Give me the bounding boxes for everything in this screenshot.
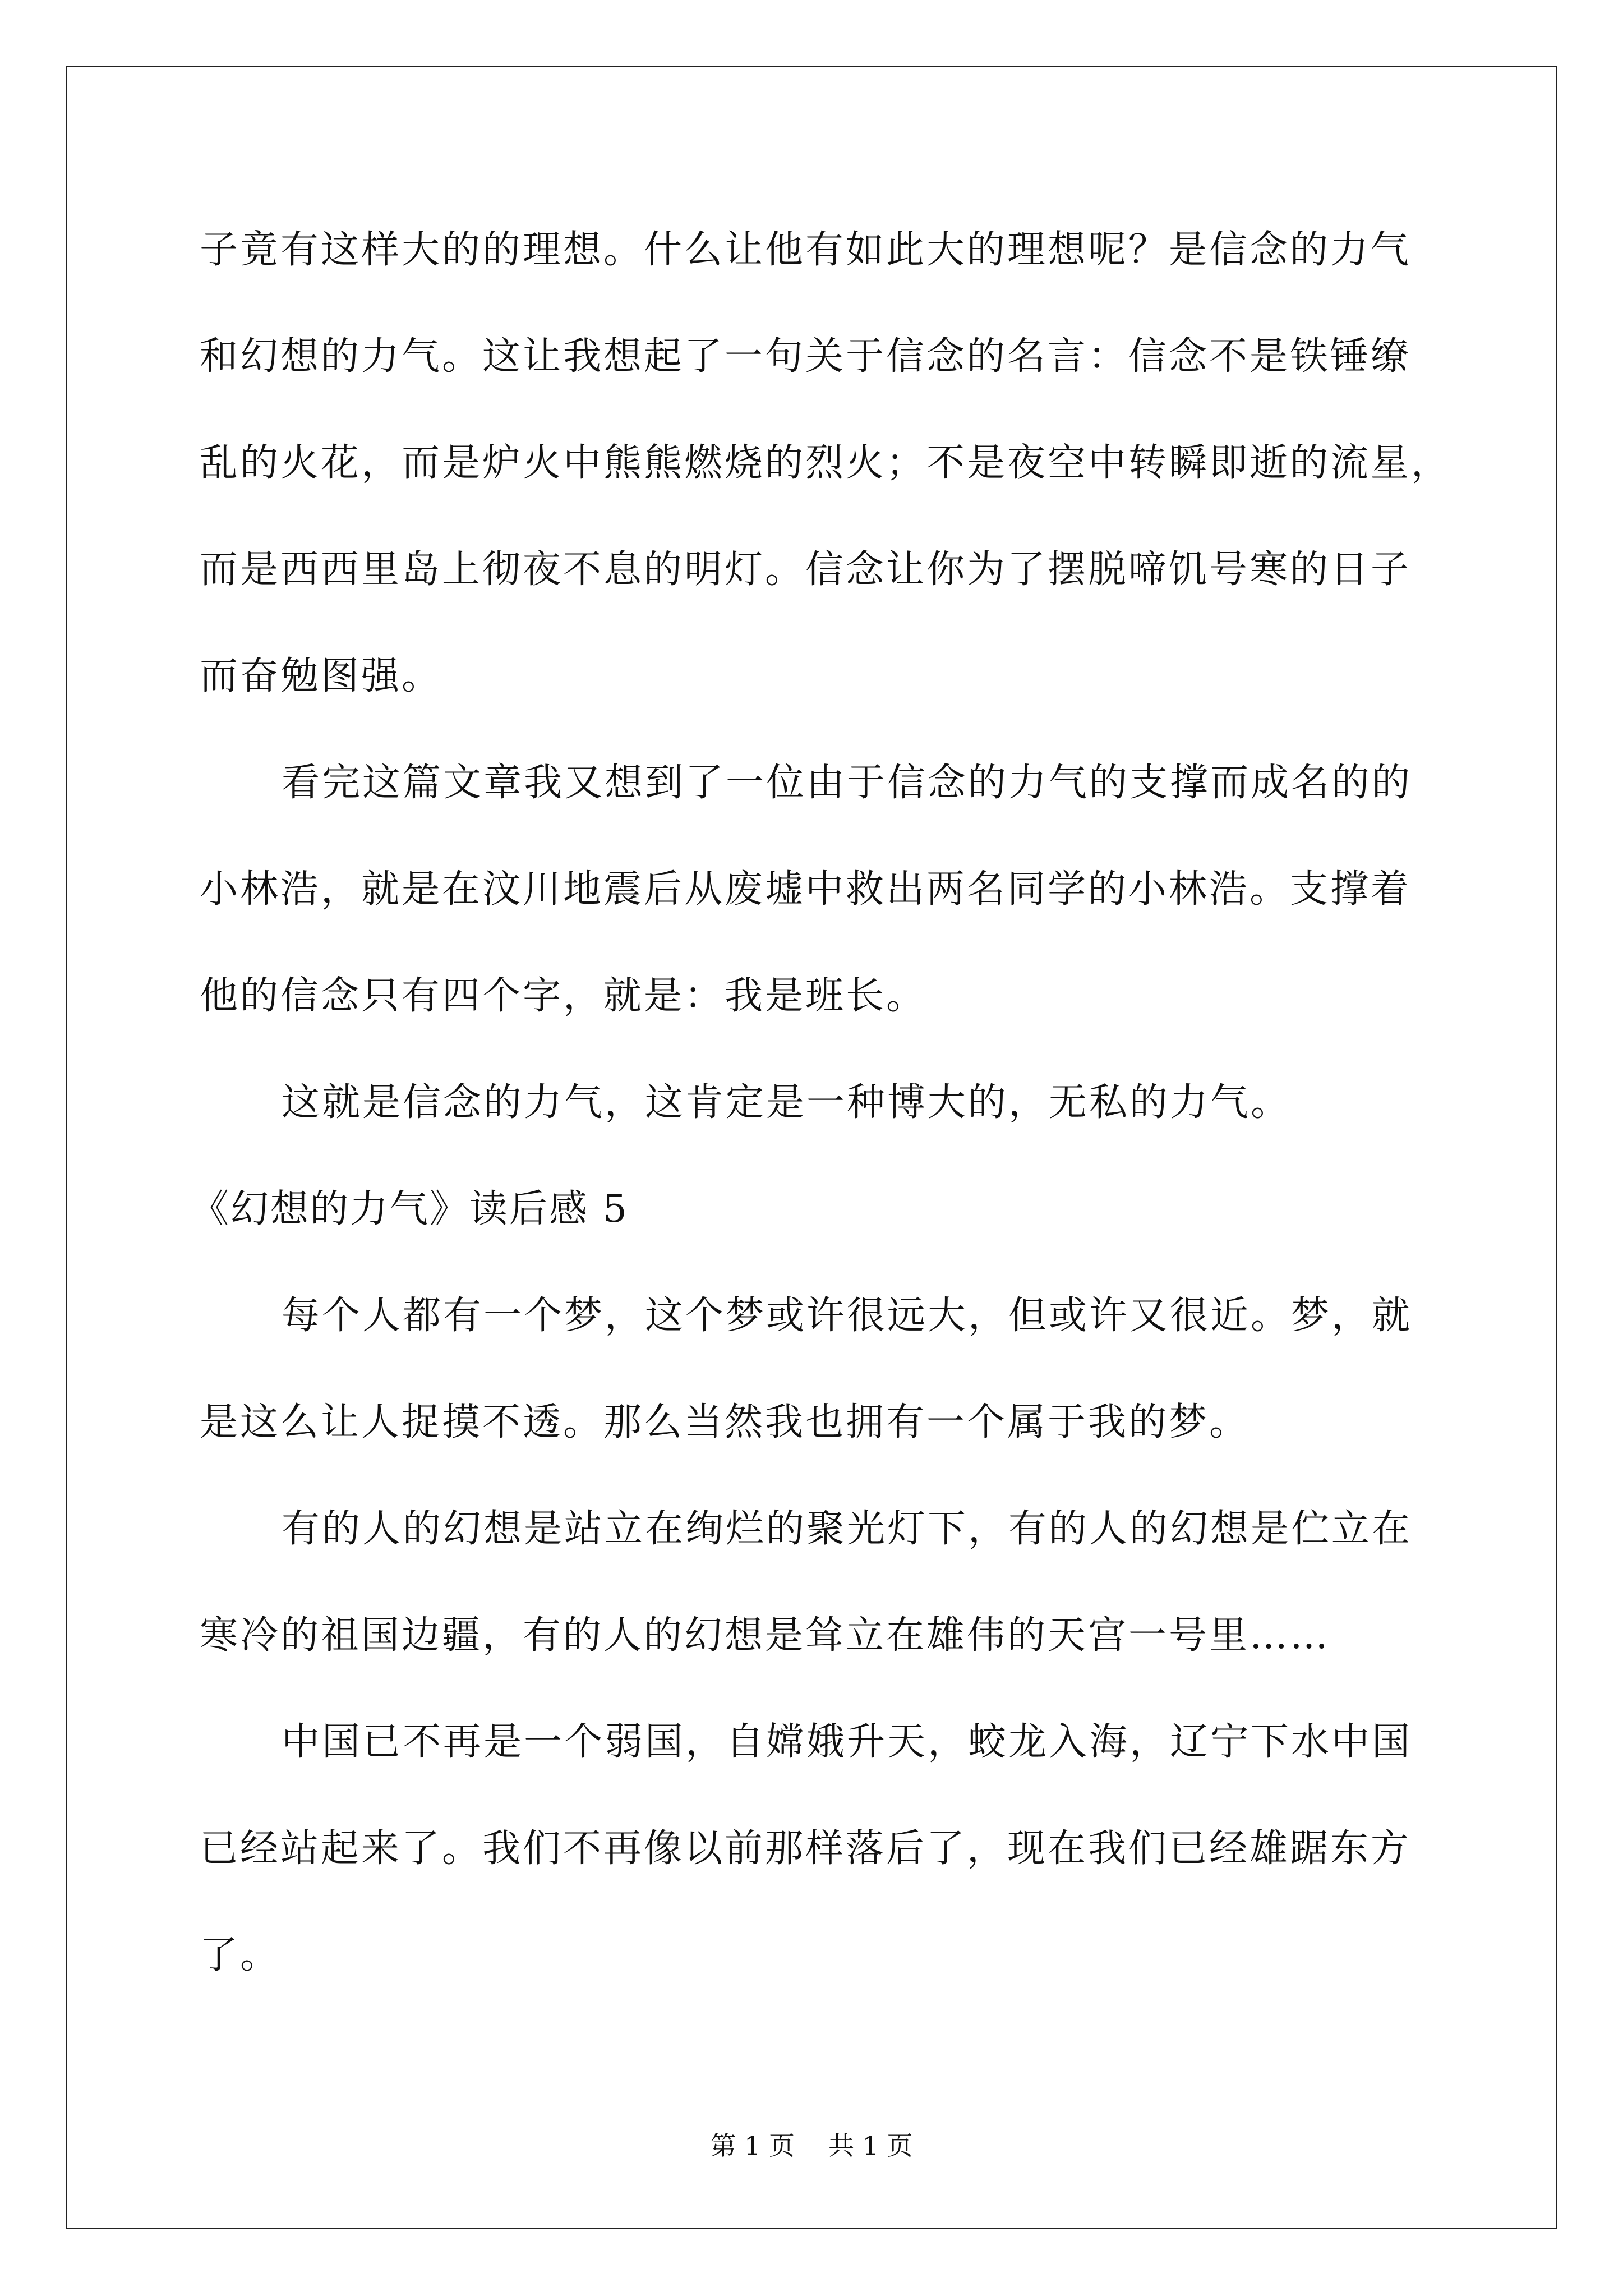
page-number-total: 共 1 页	[828, 2131, 913, 2161]
text-line: 而是西西里岛上彻夜不息的明灯。信念让你为了摆脱啼饥号寒的日子	[200, 547, 1412, 592]
page-number-current: 第 1 页	[710, 2131, 795, 2161]
text-line: 他的信念只有四个字，就是：我是班长。	[200, 974, 927, 1018]
text-line: 了。	[200, 1933, 281, 1977]
page-border	[66, 66, 1557, 2229]
page-footer	[0, 2129, 1623, 2162]
text-line: 中国已不再是一个弱国，自嫦娥升天，蛟龙入海，辽宁下水中国	[282, 1720, 1413, 1764]
text-line: 每个人都有一个梦，这个梦或许很远大，但或许又很近。梦，就	[282, 1294, 1413, 1338]
text-line: 有的人的幻想是站立在绚烂的聚光灯下，有的人的幻想是伫立在	[282, 1507, 1413, 1551]
text-line: 看完这篇文章我又想到了一位由于信念的力气的支撑而成名的的	[282, 761, 1413, 805]
text-line: 乱的火花，而是炉火中熊熊燃烧的烈火；不是夜空中转瞬即逝的流星，	[200, 441, 1452, 485]
text-line: 和幻想的力气。这让我想起了一句关于信念的名言：信念不是铁锤缭	[200, 334, 1412, 379]
text-line: 寒冷的祖国边疆，有的人的幻想是耸立在雄伟的天宫一号里……	[200, 1613, 1331, 1658]
section-heading: 《幻想的力气》读后感 5	[191, 1187, 629, 1231]
text-line: 这就是信念的力气，这肯定是一种博大的，无私的力气。	[282, 1080, 1292, 1125]
text-line: 子竟有这样大的的理想。什么让他有如此大的理想呢？是信念的力气	[200, 228, 1412, 272]
text-line: 小林浩，就是在汶川地震后从废墟中救出两名同学的小林浩。支撑着	[200, 867, 1412, 912]
text-line: 而奋勉图强。	[200, 654, 442, 698]
text-line: 已经站起来了。我们不再像以前那样落后了，现在我们已经雄踞东方	[200, 1826, 1412, 1871]
text-line: 是这么让人捉摸不透。那么当然我也拥有一个属于我的梦。	[200, 1400, 1250, 1444]
